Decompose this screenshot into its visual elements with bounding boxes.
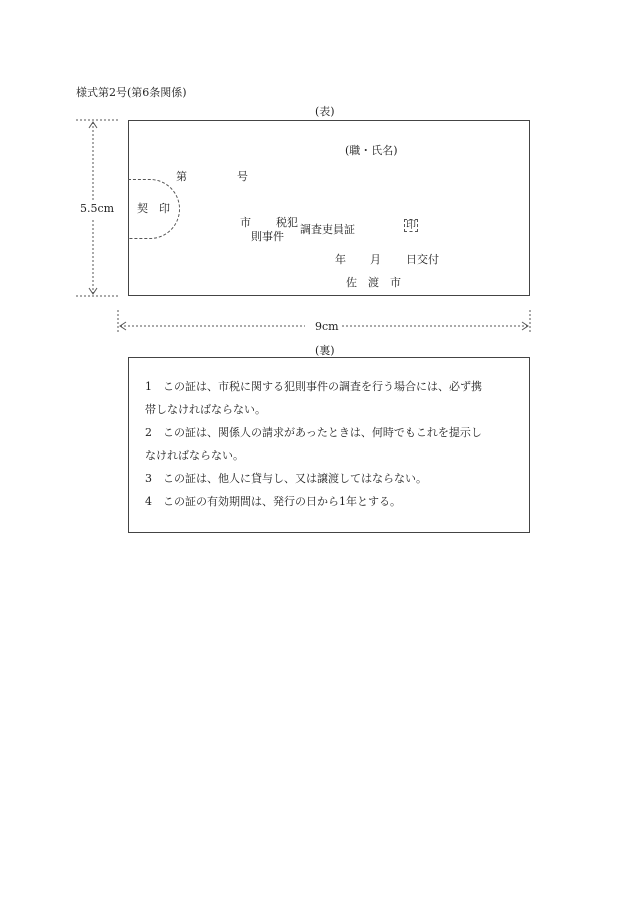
city-blank: 市 (240, 216, 251, 229)
id-card-front (128, 120, 530, 296)
back-note-2-cont: なければならない。 (145, 449, 244, 462)
issuer-city: 佐 渡 市 (346, 276, 401, 289)
name-field: (職・氏名) (345, 144, 398, 157)
back-note-1-cont: 帯しなければならない。 (145, 403, 266, 416)
front-label: (表) (315, 105, 335, 118)
investigator-certificate: 調査吏員証 (300, 223, 355, 236)
date-year: 年 (335, 253, 346, 266)
form-title: 様式第2号(第6条関係) (76, 86, 187, 99)
number-dai: 第 (176, 170, 187, 183)
back-note-1: 1 この証は、市税に関する犯則事件の調査を行う場合には、必ず携 (145, 380, 482, 393)
seal-label: 契 印 (137, 202, 170, 215)
tax-crime-text: 税犯 (276, 216, 298, 229)
rule-case-text: 則事件 (251, 230, 284, 243)
width-dimension-label: 9cm (315, 320, 339, 333)
date-month: 月 (370, 253, 381, 266)
height-dimension-label: 5.5cm (80, 202, 115, 215)
back-note-2: 2 この証は、関係人の請求があったときは、何時でもこれを提示し (145, 426, 482, 439)
back-note-4: 4 この証の有効期間は、発行の日から1年とする。 (145, 495, 401, 508)
stamp-mark: 印 (406, 220, 416, 231)
back-label: (裏) (315, 344, 335, 357)
number-go: 号 (237, 170, 248, 183)
back-note-3: 3 この証は、他人に貸与し、又は譲渡してはならない。 (145, 472, 427, 485)
date-issued: 日交付 (406, 253, 439, 266)
